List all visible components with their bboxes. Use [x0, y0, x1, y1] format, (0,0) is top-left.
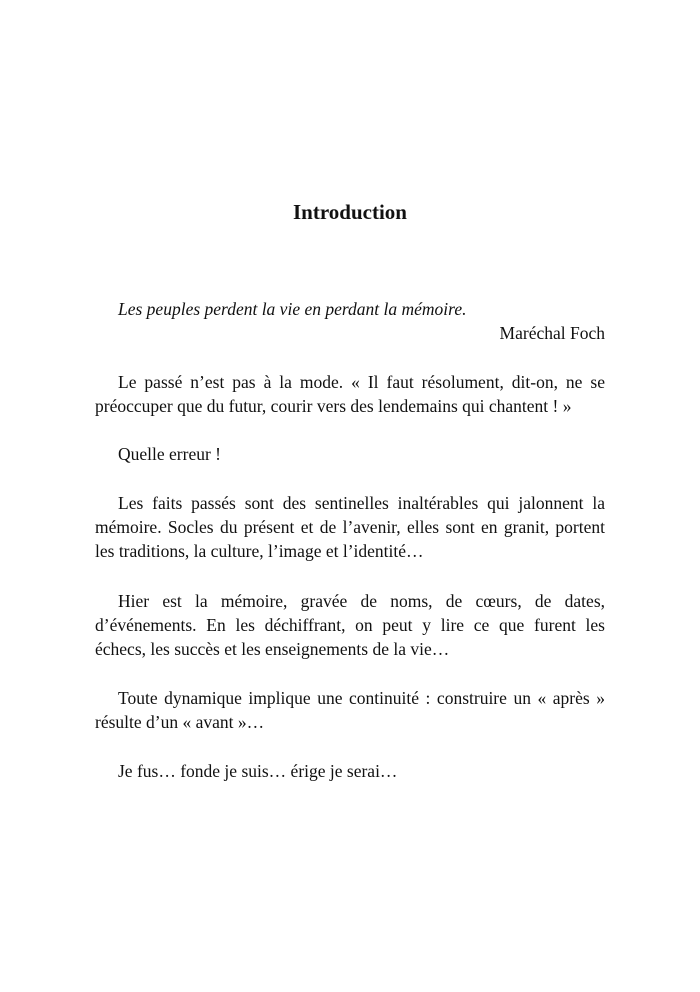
paragraph-line: échecs, les succès et les enseignements de la vie…: [95, 639, 450, 659]
paragraph-line: Toute dynamique implique une continuité : construire un « après »: [118, 688, 605, 708]
paragraph-line: préoccuper que du futur, courir vers des lendemains qui chantent ! »: [95, 396, 572, 416]
paragraph-line: mémoire. Socles du présent et de l’avenir, elles sont en granit, portent: [95, 517, 605, 537]
paragraph-line: Je fus… fonde je suis… érige je serai…: [118, 761, 398, 781]
paragraph-line: Le passé n’est pas à la mode. « Il faut résolument, dit-on, ne se: [118, 372, 605, 392]
paragraph-1: [95, 370, 605, 418]
paragraph-6: [95, 759, 605, 783]
paragraph-line: résulte d’un « avant »…: [95, 712, 265, 732]
paragraph-3: [95, 491, 605, 563]
paragraph-2: [95, 442, 605, 466]
paragraph-4: [95, 589, 605, 661]
epigraph-author: Maréchal Foch: [499, 323, 605, 343]
paragraph-line: Hier est la mémoire, gravée de noms, de cœurs, de dates,: [118, 591, 605, 611]
paragraph-line: d’événements. En les déchiffrant, on peut y lire ce que furent les: [95, 615, 605, 635]
epigraph: [95, 297, 605, 345]
epigraph-quote: Les peuples perdent la vie en perdant la mémoire.: [118, 299, 467, 319]
paragraph-line: Les faits passés sont des sentinelles inaltérables qui jalonnent la: [118, 493, 605, 513]
paragraph-line: les traditions, la culture, l’image et l’identité…: [95, 541, 424, 561]
paragraph-line: Quelle erreur !: [118, 444, 221, 464]
page-title: Introduction: [293, 200, 407, 224]
paragraph-5: [95, 686, 605, 734]
